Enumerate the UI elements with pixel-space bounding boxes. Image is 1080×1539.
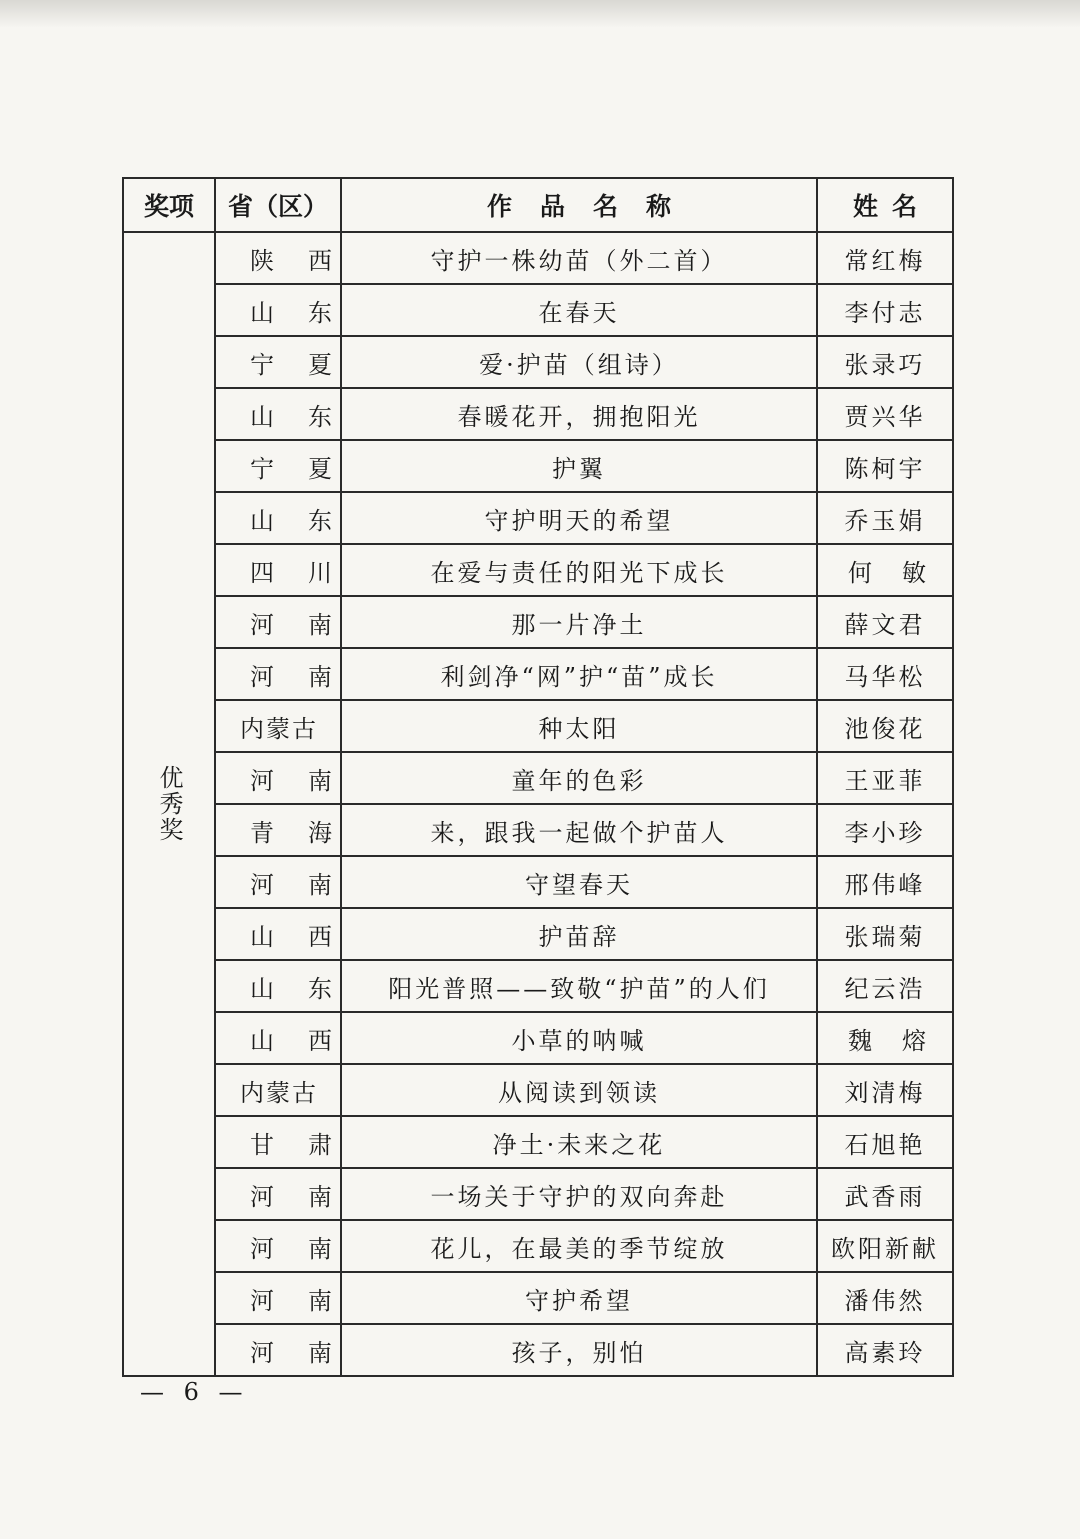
- province-cell: 山西: [215, 908, 341, 960]
- province-cell: 河南: [215, 1272, 341, 1324]
- name-cell: 王亚菲: [817, 752, 953, 804]
- province-cell: 河南: [215, 648, 341, 700]
- table-row: [123, 440, 953, 492]
- award-table: [122, 177, 954, 1377]
- table-row: [123, 388, 953, 440]
- province-cell: 青海: [215, 804, 341, 856]
- province-cell: 河南: [215, 752, 341, 804]
- table-row: [123, 1220, 953, 1272]
- table-body: [123, 232, 956, 1376]
- table-row: [123, 232, 953, 284]
- table-row: [123, 856, 953, 908]
- province-cell: 山东: [215, 492, 341, 544]
- table-row: [123, 1324, 953, 1376]
- title-cell: 守护希望: [341, 1272, 817, 1324]
- table-row: [123, 752, 953, 804]
- name-cell: 池俊花: [817, 700, 953, 752]
- table-row: [123, 960, 953, 1012]
- title-cell: 护苗辞: [341, 908, 817, 960]
- table-row: [123, 544, 953, 596]
- province-cell: 陕西: [215, 232, 341, 284]
- province-cell: 四川: [215, 544, 341, 596]
- name-cell: 潘伟然: [817, 1272, 953, 1324]
- name-cell: 石旭艳: [817, 1116, 953, 1168]
- name-cell: 李小珍: [817, 804, 953, 856]
- title-cell: 护翼: [341, 440, 817, 492]
- name-cell: 李付志: [817, 284, 953, 336]
- province-cell: 甘肃: [215, 1116, 341, 1168]
- title-cell: 春暖花开，拥抱阳光: [341, 388, 817, 440]
- province-cell: 内蒙古: [215, 700, 341, 752]
- table-row: [123, 1064, 953, 1116]
- title-cell: 童年的色彩: [341, 752, 817, 804]
- name-cell: 陈柯宇: [817, 440, 953, 492]
- title-cell: 守护一株幼苗（外二首）: [341, 232, 817, 284]
- title-cell: 那一片净土: [341, 596, 817, 648]
- province-cell: 山东: [215, 388, 341, 440]
- name-cell: 张录巧: [817, 336, 953, 388]
- name-cell: 刘清梅: [817, 1064, 953, 1116]
- table-row: [123, 1116, 953, 1168]
- province-cell: 宁夏: [215, 336, 341, 388]
- name-cell: 乔玉娟: [817, 492, 953, 544]
- province-cell: 河南: [215, 596, 341, 648]
- table-row: [123, 648, 953, 700]
- table-row: [123, 804, 953, 856]
- title-cell: 来，跟我一起做个护苗人: [341, 804, 817, 856]
- name-cell: 薛文君: [817, 596, 953, 648]
- header-province: 省（区）: [215, 178, 341, 232]
- name-cell: 武香雨: [817, 1168, 953, 1220]
- province-cell: 河南: [215, 856, 341, 908]
- title-cell: 在爱与责任的阳光下成长: [341, 544, 817, 596]
- province-cell: 河南: [215, 1220, 341, 1272]
- title-cell: 花儿，在最美的季节绽放: [341, 1220, 817, 1272]
- title-cell: 一场关于守护的双向奔赴: [341, 1168, 817, 1220]
- province-cell: 内蒙古: [215, 1064, 341, 1116]
- title-cell: 孩子，别怕: [341, 1324, 817, 1376]
- title-cell: 利剑净“网”护“苗”成长: [341, 648, 817, 700]
- page-edge-shadow: [0, 0, 1080, 28]
- title-cell: 从阅读到领读: [341, 1064, 817, 1116]
- title-cell: 守护明天的希望: [341, 492, 817, 544]
- title-cell: 爱·护苗（组诗）: [341, 336, 817, 388]
- name-cell: 纪云浩: [817, 960, 953, 1012]
- table-row: [123, 1012, 953, 1064]
- province-cell: 山东: [215, 284, 341, 336]
- table-row: [123, 1168, 953, 1220]
- title-cell: 净土·未来之花: [341, 1116, 817, 1168]
- name-cell: 贾兴华: [817, 388, 953, 440]
- province-cell: 河南: [215, 1324, 341, 1376]
- province-cell: 山东: [215, 960, 341, 1012]
- title-cell: 种太阳: [341, 700, 817, 752]
- header-award: 奖项: [123, 178, 215, 232]
- name-cell: 常红梅: [817, 232, 953, 284]
- table-row: [123, 700, 953, 752]
- title-cell: 阳光普照——致敬“护苗”的人们: [341, 960, 817, 1012]
- name-cell: 高素玲: [817, 1324, 953, 1376]
- table-row: [123, 1272, 953, 1324]
- header-name: 姓名: [817, 178, 953, 232]
- table-row: [123, 596, 953, 648]
- name-cell: 张瑞菊: [817, 908, 953, 960]
- province-cell: 山西: [215, 1012, 341, 1064]
- province-cell: 宁夏: [215, 440, 341, 492]
- name-cell: 马华松: [817, 648, 953, 700]
- province-cell: 河南: [215, 1168, 341, 1220]
- page-number: — 6 —: [140, 1378, 249, 1406]
- table-header-row: [123, 178, 953, 232]
- table-row: [123, 492, 953, 544]
- title-cell: 小草的呐喊: [341, 1012, 817, 1064]
- title-cell: 守望春天: [341, 856, 817, 908]
- header-title: 作品名称: [341, 178, 817, 232]
- name-cell: 邢伟峰: [817, 856, 953, 908]
- table-row: [123, 284, 953, 336]
- award-category-cell: 优秀奖: [123, 232, 215, 1376]
- name-cell: 欧阳新献: [817, 1220, 953, 1272]
- name-cell: 何敏: [817, 544, 953, 596]
- table-row: [123, 908, 953, 960]
- name-cell: 魏熔: [817, 1012, 953, 1064]
- title-cell: 在春天: [341, 284, 817, 336]
- table-row: [123, 336, 953, 388]
